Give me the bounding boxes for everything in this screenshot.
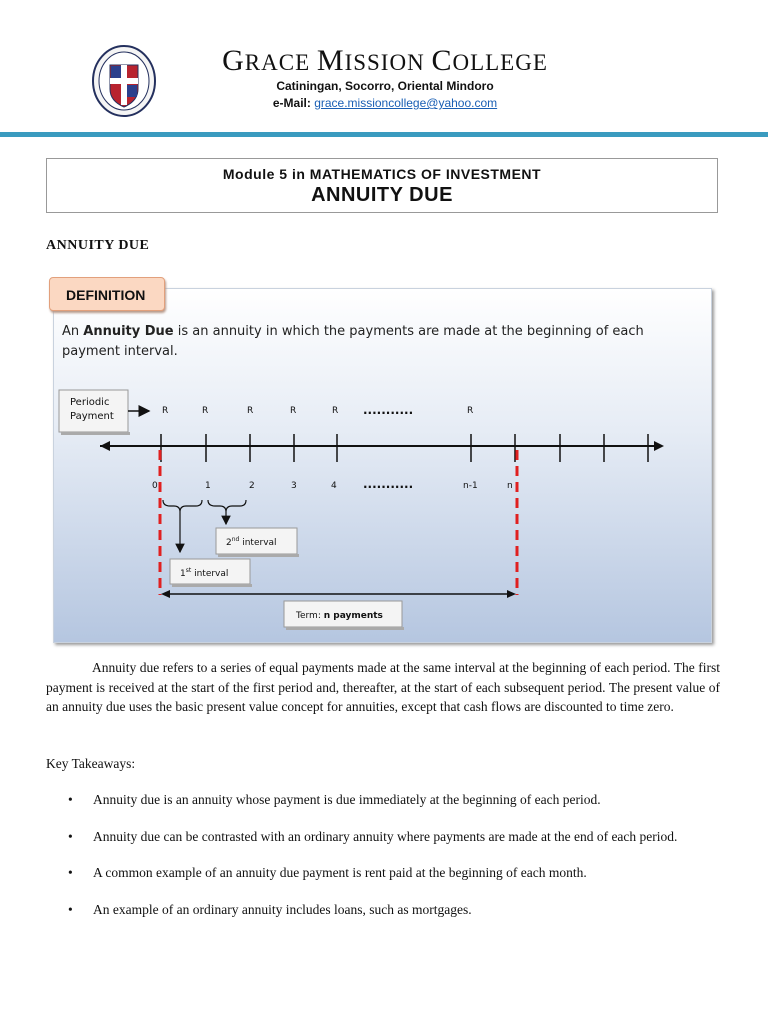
body-paragraph: Annuity due refers to a series of equal payments made at the same interval at the beginning of each period. The first payment is received at the start of the first period and, thereafter, at the start of each subsequent period. The present value of an annuity due uses the basic present value concept for annuities, except that cash flows are discounted to time zero.	[46, 660, 720, 714]
interval-2-label: 2nd interval	[226, 536, 277, 548]
period-label: 3	[291, 481, 297, 491]
key-takeaways-label: Key Takeaways:	[46, 756, 136, 771]
interval-1-brace	[163, 500, 202, 512]
list-item: • Annuity due is an annuity whose payment is due immediately at the beginning of each period.	[46, 790, 720, 810]
payment-labels	[162, 406, 473, 416]
definition-tab: DEFINITION	[49, 277, 165, 311]
list-item: • An example of an ordinary annuity includes loans, such as mortgages.	[46, 900, 720, 920]
email-label: e-Mail:	[272, 96, 315, 110]
period-label: 1	[205, 481, 211, 491]
email-link[interactable]: grace.missioncollege@yahoo.com	[314, 96, 498, 110]
periodic-payment-box	[59, 390, 130, 435]
payment-label: R	[467, 406, 474, 416]
period-label: n	[507, 481, 513, 491]
takeaways-list	[46, 790, 720, 936]
bullet-icon: •	[68, 828, 73, 844]
timeline-ticks	[161, 434, 648, 462]
module-subtitle: Module 5 in MATHEMATICS OF INVESTMENT	[222, 166, 542, 182]
period-label: n-1	[463, 481, 478, 491]
term-box	[284, 601, 404, 630]
list-item: • A common example of an annuity due payment is rent paid at the beginning of each month.	[46, 863, 720, 883]
periodic-label-line2: Payment	[70, 411, 114, 422]
period-label: 4	[331, 481, 337, 491]
interval-2-box	[216, 528, 299, 557]
definition-text: An Annuity Due is an annuity in which the payments are made at the beginning of each payment interval.	[62, 324, 644, 359]
period-ellipsis: ...........	[363, 477, 414, 491]
bullet-icon: •	[68, 901, 73, 917]
interval-1-label: 1st interval	[180, 567, 229, 579]
college-address: Catiningan, Socorro, Oriental Mindoro	[276, 79, 494, 93]
payment-label: R	[290, 406, 297, 416]
period-labels	[152, 481, 513, 491]
interval-2-brace	[208, 500, 246, 512]
payment-ellipsis: ...........	[363, 403, 414, 417]
bullet-icon: •	[68, 792, 73, 807]
payment-label: R	[247, 406, 254, 416]
list-item: • Annuity due can be contrasted with an ordinary annuity where payments are made at the end of each period.	[46, 827, 720, 847]
college-name: GRACE MISSION COLLEGE	[222, 44, 548, 77]
period-label: 2	[249, 481, 255, 491]
payment-label: R	[162, 406, 169, 416]
definition-term: Annuity Due	[83, 324, 174, 339]
periodic-label-line1: Periodic	[70, 397, 110, 408]
payment-label: R	[202, 406, 209, 416]
section-heading: ANNUITY DUE	[46, 238, 150, 253]
module-title: ANNUITY DUE	[311, 184, 453, 206]
timeline-right-arrow	[654, 441, 664, 451]
period-label: 0	[152, 481, 158, 491]
timeline-left-arrow	[100, 441, 110, 451]
payment-label: R	[332, 406, 339, 416]
interval-1-box	[170, 559, 252, 587]
bullet-icon: •	[68, 865, 73, 880]
term-label: Term: n payments	[296, 611, 383, 621]
